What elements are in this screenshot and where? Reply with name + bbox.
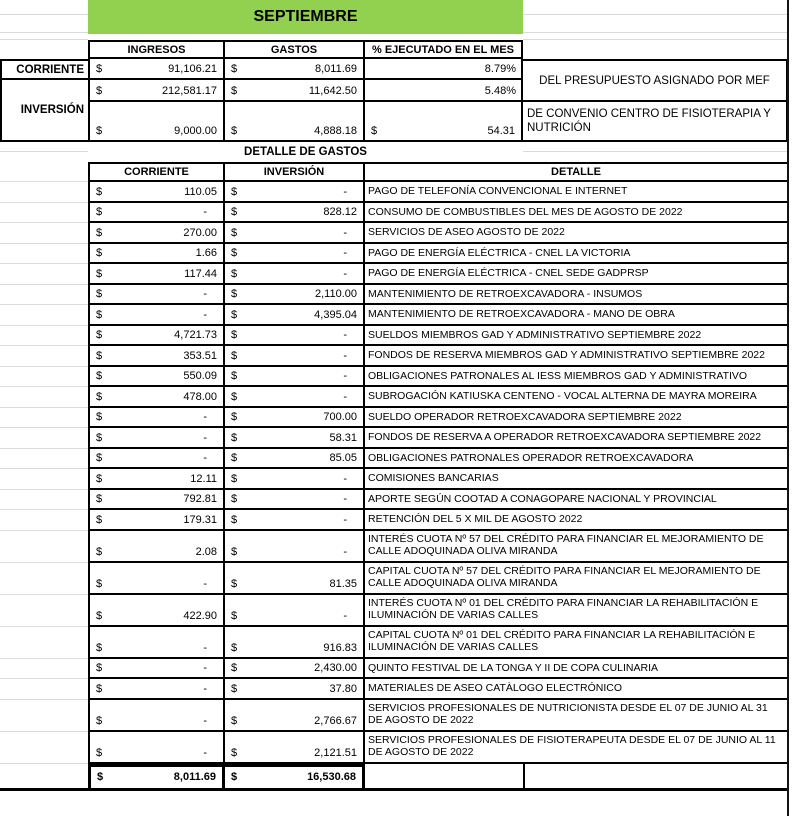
detail-description-cell[interactable]: PAGO DE TELEFONÍA CONVENCIONAL E INTERNET: [365, 182, 789, 203]
expense-row: [0, 428, 789, 449]
currency-symbol: $: [96, 349, 103, 362]
detail-description-cell[interactable]: CAPITAL CUOTA Nº 57 DEL CRÉDITO PARA FINANCIAR EL MEJORAMIENTO DE CALLE ADOQUINADA OLIVA MIRANDA: [365, 563, 789, 595]
expense-row: [0, 244, 789, 265]
currency-symbol: $: [231, 226, 238, 239]
currency-symbol: $: [231, 513, 238, 526]
currency-symbol: $: [96, 545, 103, 558]
corriente-amount-cell[interactable]: $ -: [88, 408, 225, 429]
inversion-amount-cell[interactable]: $ -: [225, 531, 365, 563]
expense-row: [0, 203, 789, 224]
row-gutter: [0, 162, 88, 182]
currency-symbol: $: [96, 714, 103, 727]
currency-symbol: $: [96, 513, 103, 526]
corriente-amount-cell[interactable]: $ -: [88, 563, 225, 595]
corriente-amount-cell[interactable]: $ -: [88, 732, 225, 764]
expense-row: [0, 490, 789, 511]
currency-symbol: $: [231, 641, 238, 654]
inversion-amount-cell[interactable]: $ -: [225, 595, 365, 627]
currency-symbol: $: [96, 125, 103, 137]
currency-symbol: $: [231, 288, 238, 300]
inversion-mef-gastos-cell[interactable]: $ 11,642.50: [225, 80, 365, 102]
inversion-amount-cell[interactable]: $ 2,110.00: [225, 285, 365, 306]
detail-description-cell[interactable]: CONSUMO DE COMBUSTIBLES DEL MES DE AGOSTO DE 2022: [365, 203, 789, 224]
currency-symbol: $: [231, 577, 238, 590]
row-gutter: [0, 182, 88, 203]
header-ingresos[interactable]: INGRESOS: [88, 40, 225, 59]
expense-row: [0, 679, 789, 700]
gridline: [0, 151, 88, 152]
currency-symbol: $: [231, 125, 238, 137]
inversion-amount-cell[interactable]: $ -: [225, 182, 365, 203]
corriente-pct-cell[interactable]: 8.79%: [365, 59, 523, 80]
expense-row: [0, 700, 789, 732]
currency-symbol: $: [231, 714, 238, 727]
currency-symbol: $: [96, 577, 103, 590]
detail-section-title[interactable]: DETALLE DE GASTOS: [244, 146, 367, 158]
currency-symbol: $: [231, 545, 238, 558]
detail-description-cell[interactable]: SERVICIOS PROFESIONALES DE NUTRICIONISTA DESDE EL 07 DE JUNIO AL 31 DE AGOSTO DE 2022: [365, 700, 789, 732]
corriente-amount-cell[interactable]: $ -: [88, 659, 225, 680]
currency-symbol: $: [231, 308, 238, 321]
inversion-convenio-gastos-cell[interactable]: $ 4,888.18: [225, 102, 365, 142]
corriente-amount-cell[interactable]: $ 179.31: [88, 510, 225, 531]
inversion-amount-cell[interactable]: $ 37.80: [225, 679, 365, 700]
currency-symbol: $: [96, 288, 103, 300]
row-gutter: [0, 531, 88, 563]
corriente-amount-cell[interactable]: $ -: [88, 305, 225, 326]
inversion-amount-cell[interactable]: $ -: [225, 469, 365, 490]
corriente-ingresos-cell[interactable]: $ 91,106.21: [88, 59, 225, 80]
corriente-amount-cell[interactable]: $ 270.00: [88, 223, 225, 244]
inversion-amount-cell[interactable]: $ -: [225, 264, 365, 285]
expense-row: [0, 659, 789, 680]
currency-symbol: $: [231, 452, 238, 464]
detail-description-cell[interactable]: MATERIALES DE ASEO CATÀLOGO ELECTRÓNICO: [365, 679, 789, 700]
expense-row: [0, 223, 789, 244]
inversion-amount-cell[interactable]: $ 85.05: [225, 449, 365, 470]
inversion-convenio-ejecutado-cell[interactable]: $ 54.31: [365, 102, 523, 142]
detail-description-cell[interactable]: OBLIGACIONES PATRONALES OPERADOR RETROEXCAVADORA: [365, 449, 789, 470]
corriente-amount-cell[interactable]: $ 4,721.73: [88, 326, 225, 347]
currency-symbol: $: [231, 267, 238, 280]
corriente-gastos-cell[interactable]: $ 8,011.69: [225, 59, 365, 80]
corriente-amount-cell[interactable]: $ -: [88, 285, 225, 306]
inversion-amount-cell[interactable]: $ 4,395.04: [225, 305, 365, 326]
expense-row: [0, 627, 789, 659]
currency-symbol: $: [97, 770, 104, 783]
currency-symbol: $: [231, 682, 238, 695]
corriente-amount-cell[interactable]: $ 110.05: [88, 182, 225, 203]
gridline: [523, 39, 788, 40]
inversion-amount-cell[interactable]: $ -: [225, 367, 365, 388]
corriente-amount-cell[interactable]: $ 12.11: [88, 469, 225, 490]
currency-symbol: $: [231, 472, 238, 485]
currency-symbol: $: [96, 452, 103, 464]
expense-row: [0, 182, 789, 203]
inversion-amount-cell[interactable]: $ 58.31: [225, 428, 365, 449]
row-label-corriente[interactable]: CORRIENTE: [0, 59, 88, 80]
gridline: [0, 32, 88, 33]
row-label-inversion[interactable]: INVERSIÓN: [0, 80, 88, 142]
row-gutter: [0, 367, 88, 388]
currency-symbol: $: [96, 411, 103, 423]
corriente-amount-cell[interactable]: $ -: [88, 428, 225, 449]
row-gutter: [0, 510, 88, 531]
currency-symbol: $: [96, 370, 103, 382]
total-empty-cell[interactable]: [365, 764, 789, 791]
total-row: [0, 764, 789, 791]
currency-symbol: $: [231, 411, 238, 423]
row-gutter: [0, 732, 88, 764]
currency-symbol: $: [96, 206, 103, 218]
detail-description-cell[interactable]: APORTE SEGÚN COOTAD A CONAGOPARE NACIONAL Y PROVINCIAL: [365, 490, 789, 511]
currency-symbol: $: [231, 662, 238, 674]
currency-symbol: $: [231, 746, 238, 759]
inversion-amount-cell[interactable]: $ -: [225, 244, 365, 265]
expense-row: [0, 449, 789, 470]
corriente-amount-cell[interactable]: $ 422.90: [88, 595, 225, 627]
row-gutter: [0, 387, 88, 408]
currency-symbol: $: [96, 226, 103, 239]
detail-description-cell[interactable]: SERVICIOS DE ASEO AGOSTO DE 2022: [365, 223, 789, 244]
currency-symbol: $: [96, 329, 103, 341]
detail-description-cell[interactable]: COMISIONES BANCARIAS: [365, 469, 789, 490]
inversion-amount-cell[interactable]: $ 700.00: [225, 408, 365, 429]
detail-description-cell[interactable]: SUBROGACIÓN KATIUSKA CENTENO - VOCAL ALTERNA DE MAYRA MOREIRA: [365, 387, 789, 408]
currency-symbol: $: [96, 390, 103, 403]
inversion-amount-cell[interactable]: $ -: [225, 346, 365, 367]
detail-description-cell[interactable]: MANTENIMIENTO DE RETROEXCAVADORA - INSUMOS: [365, 285, 789, 306]
corriente-amount-cell[interactable]: $ -: [88, 449, 225, 470]
expense-row: [0, 732, 789, 764]
gridline: [0, 14, 88, 15]
row-gutter: [0, 326, 88, 347]
row-gutter: [0, 449, 88, 470]
currency-symbol: $: [96, 609, 103, 622]
row-gutter: [0, 264, 88, 285]
currency-symbol: $: [231, 390, 238, 403]
currency-symbol: $: [96, 662, 103, 674]
detail-description-cell[interactable]: MANTENIMIENTO DE RETROEXCAVADORA - MANO DE OBRA: [365, 305, 789, 326]
detail-description-cell[interactable]: SUELDOS MIEMBROS GAD Y ADMINISTRATIVO SEPTIEMBRE 2022: [365, 326, 789, 347]
row-gutter: [0, 595, 88, 627]
expense-row: [0, 563, 789, 595]
row-gutter: [0, 244, 88, 265]
currency-symbol: $: [96, 267, 103, 280]
currency-symbol: $: [96, 431, 103, 444]
expense-row: [0, 510, 789, 531]
currency-symbol: $: [96, 63, 103, 75]
currency-symbol: $: [96, 641, 103, 654]
currency-symbol: $: [231, 770, 238, 783]
inversion-amount-cell[interactable]: $ 828.12: [225, 203, 365, 224]
detail-description-cell[interactable]: PAGO DE ENERGÍA ELÉCTRICA - CNEL LA VICTORIA: [365, 244, 789, 265]
row-gutter: [0, 408, 88, 429]
gridline: [523, 32, 788, 33]
currency-symbol: $: [231, 349, 238, 362]
sheet-right-border: [787, 0, 789, 816]
corriente-amount-cell[interactable]: $ 353.51: [88, 346, 225, 367]
total-corriente-cell[interactable]: $ 8,011.69: [88, 764, 225, 791]
detail-description-cell[interactable]: FONDOS DE RESERVA MIEMBROS GAD Y ADMINISTRATIVO SEPTIEMBRE 2022: [365, 346, 789, 367]
inversion-amount-cell[interactable]: $ 2,430.00: [225, 659, 365, 680]
currency-symbol: $: [371, 125, 378, 137]
detail-description-cell[interactable]: SUELDO OPERADOR RETROEXCAVADORA SEPTIEMBRE 2022: [365, 408, 789, 429]
expense-row: [0, 408, 789, 429]
currency-symbol: $: [231, 493, 238, 505]
detail-description-cell[interactable]: PAGO DE ENERGÍA ELÉCTRICA - CNEL SEDE GADPRSP: [365, 264, 789, 285]
currency-symbol: $: [96, 185, 103, 198]
inversion-mef-pct-cell[interactable]: 5.48%: [365, 80, 523, 102]
detail-header-inversion[interactable]: INVERSIÓN: [225, 162, 365, 182]
expense-row: [0, 595, 789, 627]
corriente-amount-cell[interactable]: $ 117.44: [88, 264, 225, 285]
detail-description-cell[interactable]: RETENCIÓN DEL 5 X MIL DE AGOSTO 2022: [365, 510, 789, 531]
gridline: [523, 151, 788, 152]
currency-symbol: $: [231, 85, 238, 97]
inversion-convenio-ingresos-cell[interactable]: $ 9,000.00: [88, 102, 225, 142]
inversion-amount-cell[interactable]: $ -: [225, 326, 365, 347]
row-gutter: [0, 346, 88, 367]
currency-symbol: $: [96, 308, 103, 321]
gridline: [0, 39, 88, 40]
detail-description-cell[interactable]: QUINTO FESTIVAL DE LA TONGA Y II DE COPA CULINARIA: [365, 659, 789, 680]
row-gutter: [0, 700, 88, 732]
currency-symbol: $: [96, 472, 103, 485]
expense-row: [0, 326, 789, 347]
expense-row: [0, 387, 789, 408]
detail-description-cell[interactable]: SERVICIOS PROFESIONALES DE FISIOTERAPEUTA DESDE EL 07 DE JUNIO AL 11 DE AGOSTO DE 2022: [365, 732, 789, 764]
row-gutter: [0, 679, 88, 700]
row-gutter: [0, 285, 88, 306]
expense-row: [0, 469, 789, 490]
detail-description-cell[interactable]: CAPITAL CUOTA Nº 01 DEL CRÉDITO PARA FINANCIAR LA REHABILITACIÓN E ILUMINACIÓN DE VARIAS CALLES: [365, 627, 789, 659]
detail-description-cell[interactable]: OBLIGACIONES PATRONALES AL IESS MIEMBROS GAD Y ADMINISTRATIVO: [365, 367, 789, 388]
row-gutter: [0, 563, 88, 595]
expense-row: [0, 285, 789, 306]
detail-description-cell[interactable]: FONDOS DE RESERVA A OPERADOR RETROEXCAVADORA SEPTIEMBRE 2022: [365, 428, 789, 449]
currency-symbol: $: [231, 185, 238, 198]
detail-header-row: [0, 162, 789, 182]
corriente-amount-cell[interactable]: $ 478.00: [88, 387, 225, 408]
currency-symbol: $: [231, 329, 238, 341]
currency-symbol: $: [231, 431, 238, 444]
month-header[interactable]: SEPTIEMBRE: [88, 0, 523, 34]
currency-symbol: $: [231, 206, 238, 218]
currency-symbol: $: [96, 746, 103, 759]
row-gutter: [0, 305, 88, 326]
detail-description-cell[interactable]: INTERÉS CUOTA Nº 01 DEL CRÉDITO PARA FINANCIAR LA REHABILITACIÓN E ILUMINACIÓN DE VARIAS CALLES: [365, 595, 789, 627]
inversion-amount-cell[interactable]: $ 916.83: [225, 627, 365, 659]
detail-table: [0, 162, 789, 791]
inversion-amount-cell[interactable]: $ -: [225, 490, 365, 511]
corriente-amount-cell[interactable]: $ -: [88, 203, 225, 224]
row-gutter: [0, 223, 88, 244]
corriente-amount-cell[interactable]: $ 792.81: [88, 490, 225, 511]
corriente-amount-cell[interactable]: $ -: [88, 700, 225, 732]
inversion-amount-cell[interactable]: $ -: [225, 510, 365, 531]
expense-row: [0, 305, 789, 326]
corriente-amount-cell[interactable]: $ -: [88, 627, 225, 659]
inversion-amount-cell[interactable]: $ 81.35: [225, 563, 365, 595]
inversion-amount-cell[interactable]: $ -: [225, 387, 365, 408]
currency-symbol: $: [231, 609, 238, 622]
inversion-amount-cell[interactable]: $ -: [225, 223, 365, 244]
row-gutter: [0, 428, 88, 449]
expense-row: [0, 367, 789, 388]
detail-description-cell[interactable]: INTERÉS CUOTA Nº 57 DEL CRÉDITO PARA FINANCIAR EL MEJORAMIENTO DE CALLE ADOQUINADA OLIVA MIRANDA: [365, 531, 789, 563]
currency-symbol: $: [96, 247, 103, 259]
currency-symbol: $: [96, 85, 103, 97]
total-inversion-cell[interactable]: $ 16,530.68: [225, 764, 365, 791]
gridline: [523, 14, 788, 15]
corriente-amount-cell[interactable]: $ -: [88, 679, 225, 700]
currency-symbol: $: [231, 247, 238, 259]
corriente-amount-cell[interactable]: $ 2.08: [88, 531, 225, 563]
column-divider: [523, 764, 525, 788]
row-gutter: [0, 490, 88, 511]
currency-symbol: $: [96, 682, 103, 695]
note-convenio[interactable]: DE CONVENIO CENTRO DE FISIOTERAPIA Y NUTRICIÓN: [523, 102, 788, 142]
inversion-mef-ingresos-cell[interactable]: $ 212,581.17: [88, 80, 225, 102]
row-gutter: [0, 469, 88, 490]
detail-header-corriente[interactable]: CORRIENTE: [88, 162, 225, 182]
row-gutter: [0, 659, 88, 680]
header-pct-ejecutado[interactable]: % EJECUTADO EN EL MES: [365, 40, 523, 59]
corriente-amount-cell[interactable]: $ 1.66: [88, 244, 225, 265]
row-gutter: [0, 764, 88, 791]
currency-symbol: $: [231, 370, 238, 382]
corriente-amount-cell[interactable]: $ 550.09: [88, 367, 225, 388]
expense-row: [0, 346, 789, 367]
row-gutter: [0, 627, 88, 659]
note-presupuesto-mef[interactable]: DEL PRESUPUESTO ASIGNADO POR MEF: [523, 59, 788, 102]
inversion-amount-cell[interactable]: $ 2,766.67: [225, 700, 365, 732]
expense-row: [0, 531, 789, 563]
currency-symbol: $: [96, 493, 103, 505]
inversion-amount-cell[interactable]: $ 2,121.51: [225, 732, 365, 764]
currency-symbol: $: [231, 63, 238, 75]
row-gutter: [0, 203, 88, 224]
header-gastos[interactable]: GASTOS: [225, 40, 365, 59]
detail-header-detalle[interactable]: DETALLE: [365, 162, 789, 182]
expense-row: [0, 264, 789, 285]
